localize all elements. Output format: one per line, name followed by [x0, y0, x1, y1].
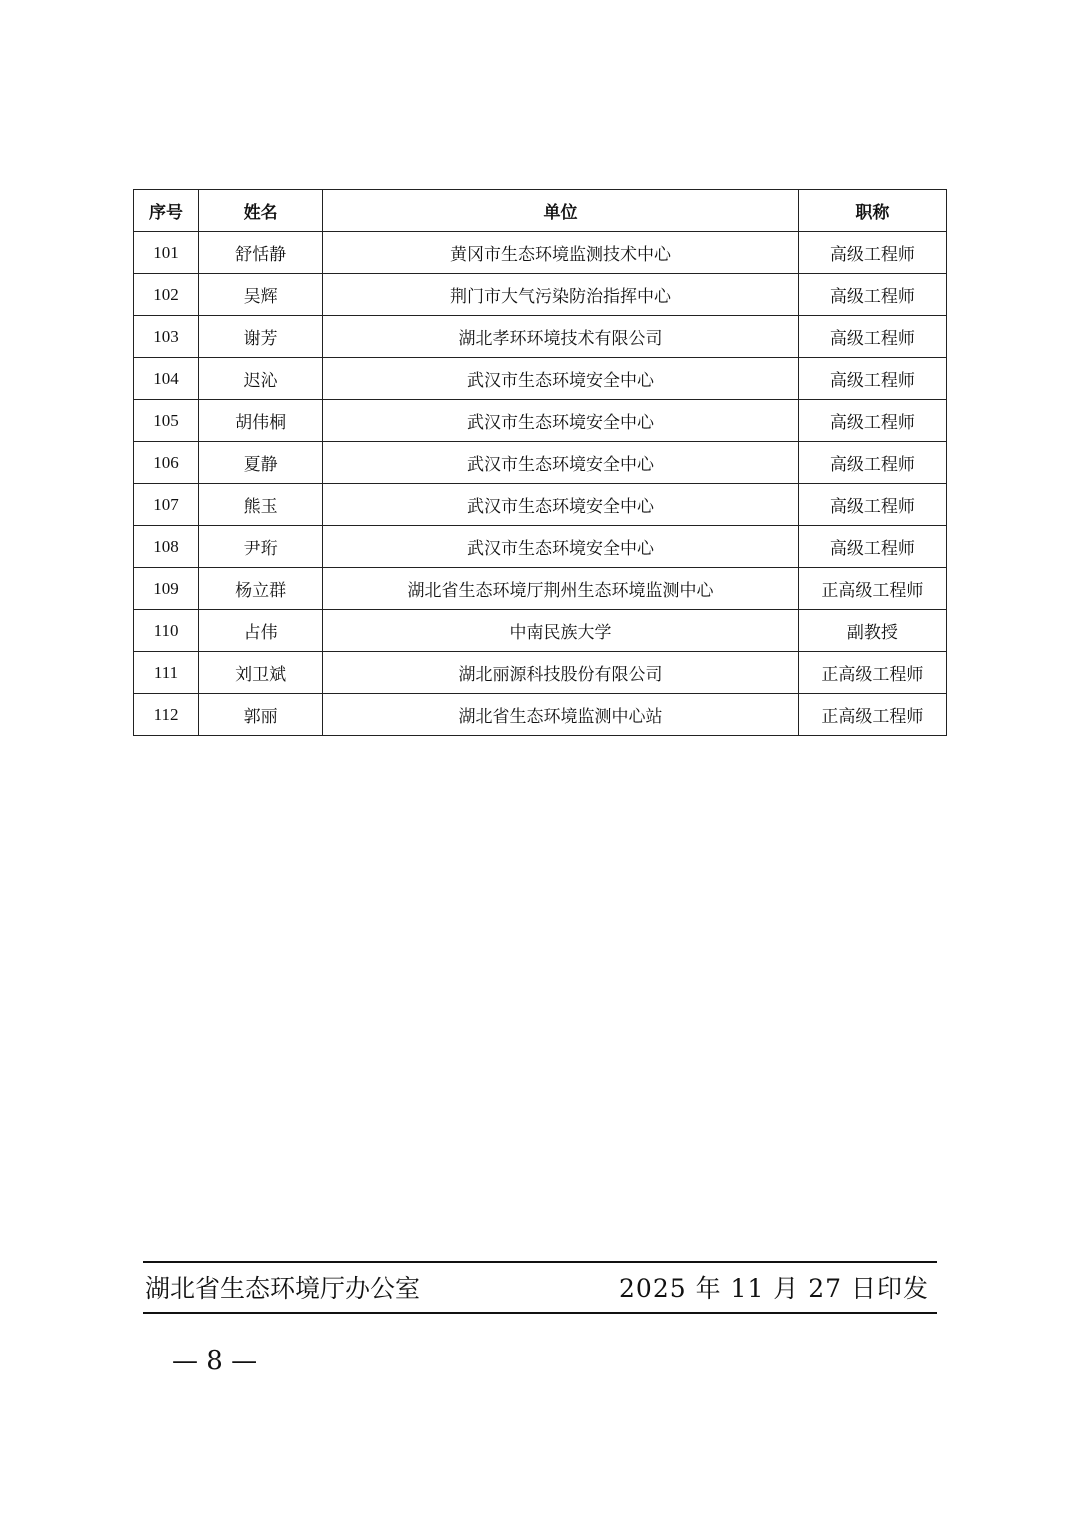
table-row — [134, 526, 947, 568]
cell-title: 高级工程师 — [798, 274, 946, 316]
table-row — [134, 694, 947, 736]
cell-title: 正高级工程师 — [798, 568, 946, 610]
cell-unit: 湖北丽源科技股份有限公司 — [323, 652, 799, 694]
cell-unit: 武汉市生态环境安全中心 — [323, 400, 799, 442]
cell-title: 副教授 — [798, 610, 946, 652]
cell-seq: 102 — [134, 274, 199, 316]
cell-name: 吴辉 — [199, 274, 323, 316]
table-row — [134, 274, 947, 316]
table-row — [134, 442, 947, 484]
cell-name: 占伟 — [199, 610, 323, 652]
cell-title: 高级工程师 — [798, 526, 946, 568]
header-name: 姓名 — [199, 190, 323, 232]
table-row — [134, 610, 947, 652]
roster-table — [133, 189, 947, 736]
cell-unit: 武汉市生态环境安全中心 — [323, 442, 799, 484]
cell-unit: 湖北省生态环境厅荆州生态环境监测中心 — [323, 568, 799, 610]
page-number: — 8 — — [172, 1346, 258, 1376]
cell-title: 高级工程师 — [798, 358, 946, 400]
header-unit: 单位 — [323, 190, 799, 232]
footer-issue-date: 2025 年 11 月 27 日印发 — [619, 1274, 929, 1303]
cell-unit: 湖北省生态环境监测中心站 — [323, 694, 799, 736]
table-row — [134, 484, 947, 526]
table-row — [134, 652, 947, 694]
cell-name: 胡伟桐 — [199, 400, 323, 442]
cell-seq: 111 — [134, 652, 199, 694]
cell-title: 高级工程师 — [798, 316, 946, 358]
cell-name: 迟沁 — [199, 358, 323, 400]
table-row — [134, 568, 947, 610]
header-title: 职称 — [798, 190, 946, 232]
footer-bottom-rule — [143, 1312, 937, 1314]
cell-unit: 中南民族大学 — [323, 610, 799, 652]
cell-seq: 104 — [134, 358, 199, 400]
cell-title: 高级工程师 — [798, 400, 946, 442]
footer-top-rule — [143, 1261, 937, 1263]
table-row — [134, 400, 947, 442]
cell-name: 郭丽 — [199, 694, 323, 736]
cell-unit: 武汉市生态环境安全中心 — [323, 358, 799, 400]
cell-unit: 武汉市生态环境安全中心 — [323, 526, 799, 568]
footer-issuer: 湖北省生态环境厅办公室 — [145, 1274, 421, 1303]
cell-name: 杨立群 — [199, 568, 323, 610]
cell-seq: 112 — [134, 694, 199, 736]
header-seq: 序号 — [134, 190, 199, 232]
cell-seq: 103 — [134, 316, 199, 358]
cell-seq: 108 — [134, 526, 199, 568]
cell-name: 刘卫斌 — [199, 652, 323, 694]
cell-unit: 武汉市生态环境安全中心 — [323, 484, 799, 526]
cell-seq: 107 — [134, 484, 199, 526]
table-row — [134, 358, 947, 400]
cell-title: 高级工程师 — [798, 442, 946, 484]
cell-unit: 荆门市大气污染防治指挥中心 — [323, 274, 799, 316]
table-header-row — [134, 190, 947, 232]
cell-seq: 109 — [134, 568, 199, 610]
cell-title: 正高级工程师 — [798, 652, 946, 694]
cell-name: 尹珩 — [199, 526, 323, 568]
cell-unit: 湖北孝环环境技术有限公司 — [323, 316, 799, 358]
cell-name: 熊玉 — [199, 484, 323, 526]
table-row — [134, 316, 947, 358]
cell-seq: 105 — [134, 400, 199, 442]
cell-title: 正高级工程师 — [798, 694, 946, 736]
cell-seq: 101 — [134, 232, 199, 274]
cell-title: 高级工程师 — [798, 484, 946, 526]
cell-name: 夏静 — [199, 442, 323, 484]
cell-title: 高级工程师 — [798, 232, 946, 274]
cell-name: 舒恬静 — [199, 232, 323, 274]
cell-seq: 106 — [134, 442, 199, 484]
table-row — [134, 232, 947, 274]
cell-unit: 黄冈市生态环境监测技术中心 — [323, 232, 799, 274]
cell-name: 谢芳 — [199, 316, 323, 358]
cell-seq: 110 — [134, 610, 199, 652]
